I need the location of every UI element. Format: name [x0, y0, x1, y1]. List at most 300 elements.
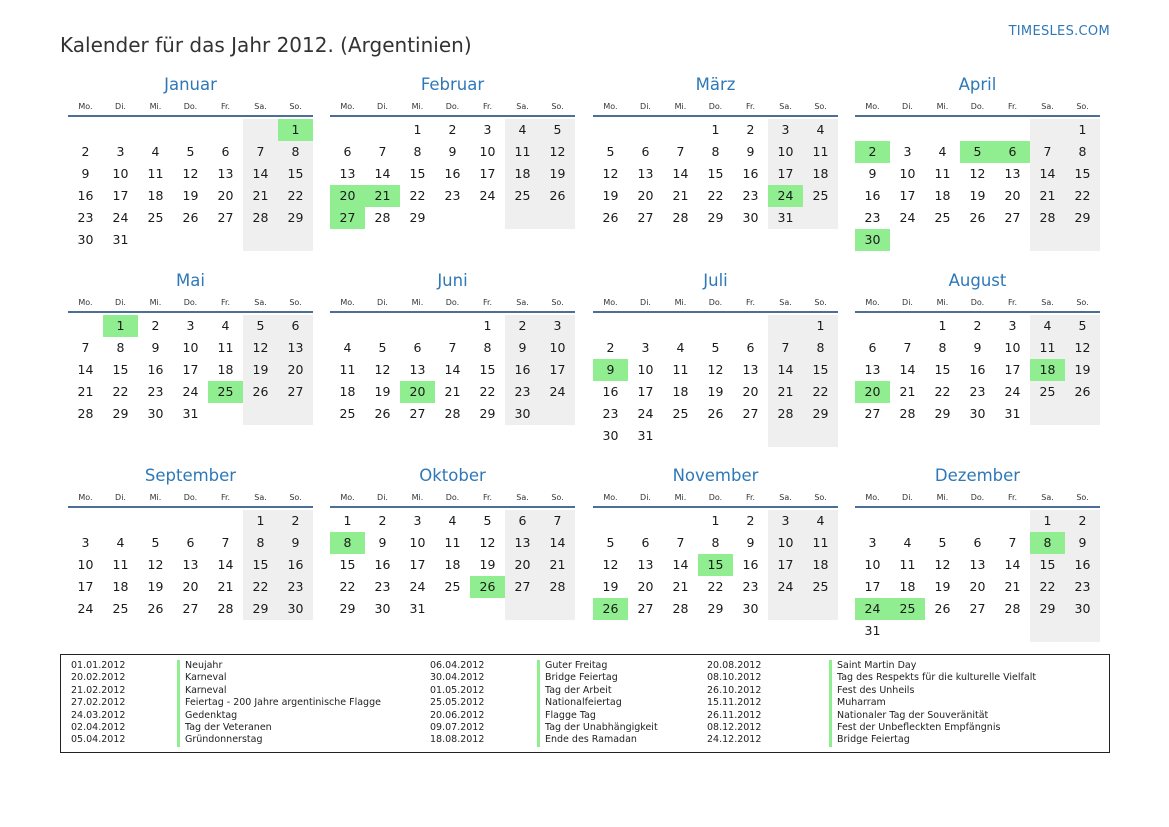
weekday-label: So.	[814, 493, 827, 502]
day-cell: 15	[1065, 163, 1100, 185]
weekday-label: So.	[551, 493, 564, 502]
day-cell: 13	[339, 166, 356, 181]
day-cell: 5	[938, 535, 947, 550]
day-cell: 7	[903, 340, 912, 355]
day-cell: 28	[672, 210, 689, 225]
day-cell-holiday: 9	[593, 359, 628, 381]
day-cell: 30	[969, 406, 986, 421]
day-empty	[505, 207, 540, 229]
day-cell: 21	[768, 381, 803, 403]
day-cell: 1	[1030, 510, 1065, 532]
day-cell: 12	[602, 166, 619, 181]
month-1	[68, 74, 313, 251]
day-cell: 9	[746, 535, 755, 550]
weekday-label: Sa.	[779, 493, 792, 502]
day-cell: 14	[768, 359, 803, 381]
day-cell: 4	[803, 510, 838, 532]
day-cell: 16	[444, 166, 461, 181]
day-cell: 21	[1004, 579, 1021, 594]
month-10	[330, 465, 575, 620]
day-cell: 10	[899, 166, 916, 181]
day-cell: 9	[505, 337, 540, 359]
weekday-label: Mo.	[78, 298, 93, 307]
weekday-header	[593, 489, 838, 508]
day-cell: 27	[182, 601, 199, 616]
day-cell: 7	[676, 535, 685, 550]
day-cell: 4	[343, 340, 352, 355]
holiday-name: Fest des Unheils	[829, 685, 1036, 697]
day-empty	[365, 315, 400, 337]
day-cell: 21	[243, 185, 278, 207]
day-empty	[540, 403, 575, 425]
day-cell: 26	[969, 210, 986, 225]
day-cell: 31	[112, 232, 129, 247]
day-empty	[995, 229, 1030, 251]
day-cell-holiday: 1	[278, 119, 313, 141]
day-cell: 23	[278, 576, 313, 598]
day-cell-holiday: 2	[855, 141, 890, 163]
day-cell: 5	[606, 535, 615, 550]
day-cell: 3	[413, 513, 422, 528]
day-cell: 29	[707, 210, 724, 225]
day-cell-holiday: 18	[1030, 359, 1065, 381]
weekday-label: So.	[1076, 102, 1089, 111]
weekday-header	[330, 294, 575, 313]
day-empty	[68, 315, 103, 337]
day-cell: 16	[278, 554, 313, 576]
month-11	[593, 465, 838, 620]
weekday-label: Mo.	[603, 102, 618, 111]
day-empty	[540, 207, 575, 229]
day-empty	[470, 207, 505, 229]
day-cell: 15	[112, 362, 129, 377]
day-cell: 15	[278, 163, 313, 185]
holiday-date: 27.02.2012	[71, 697, 126, 709]
day-cell: 27	[505, 576, 540, 598]
day-cell: 13	[864, 362, 881, 377]
day-cell-holiday: 27	[330, 207, 365, 229]
day-cell: 10	[409, 535, 426, 550]
day-cell: 10	[479, 144, 496, 159]
day-cell: 25	[505, 185, 540, 207]
day-cell: 29	[479, 406, 496, 421]
day-cell: 17	[112, 188, 129, 203]
day-cell: 24	[899, 210, 916, 225]
day-cell-holiday: 20	[855, 381, 890, 403]
month-9	[68, 465, 313, 620]
day-empty	[470, 598, 505, 620]
day-cell: 11	[112, 557, 129, 572]
day-cell: 5	[378, 340, 387, 355]
day-cell: 6	[413, 340, 422, 355]
holiday-date-column	[430, 660, 484, 747]
day-cell: 1	[343, 513, 352, 528]
weekday-label: So.	[289, 298, 302, 307]
holiday-date: 24.03.2012	[71, 709, 126, 721]
day-cell: 2	[278, 510, 313, 532]
day-cell: 14	[540, 532, 575, 554]
day-cell: 23	[147, 384, 164, 399]
weekday-label: Di.	[640, 493, 651, 502]
day-cell: 27	[409, 406, 426, 421]
day-cell: 30	[147, 406, 164, 421]
day-cell: 27	[864, 406, 881, 421]
holiday-date: 30.04.2012	[430, 672, 485, 684]
day-cell: 28	[374, 210, 391, 225]
weekday-label: Do.	[445, 298, 460, 307]
day-cell: 13	[505, 532, 540, 554]
day-cell: 16	[864, 188, 881, 203]
day-cell: 31	[182, 406, 199, 421]
day-cell: 22	[479, 384, 496, 399]
weekday-label: Fr.	[482, 102, 493, 111]
day-grid	[330, 119, 575, 229]
weekday-label: Di.	[115, 102, 126, 111]
weekday-label: Di.	[377, 102, 388, 111]
day-cell: 26	[602, 210, 619, 225]
day-cell: 23	[505, 381, 540, 403]
weekday-label: Mo.	[865, 298, 880, 307]
day-empty	[628, 510, 663, 532]
day-cell: 5	[243, 315, 278, 337]
holiday-name: Bridge Feiertag	[829, 734, 1036, 746]
holiday-date: 18.08.2012	[430, 734, 485, 746]
day-cell: 6	[505, 510, 540, 532]
holiday-date: 24.12.2012	[707, 734, 762, 746]
day-cell: 27	[637, 601, 654, 616]
day-cell: 17	[479, 166, 496, 181]
day-cell: 19	[1065, 359, 1100, 381]
weekday-label: Do.	[183, 102, 198, 111]
day-empty	[103, 510, 138, 532]
day-cell: 18	[217, 362, 234, 377]
day-empty	[540, 598, 575, 620]
day-cell: 18	[505, 163, 540, 185]
day-cell: 16	[742, 166, 759, 181]
day-cell: 18	[147, 188, 164, 203]
weekday-label: Di.	[640, 298, 651, 307]
day-empty	[628, 119, 663, 141]
weekday-label: Fr.	[1007, 298, 1018, 307]
weekday-label: Sa.	[1041, 102, 1054, 111]
day-empty	[278, 403, 313, 425]
day-cell: 7	[768, 337, 803, 359]
day-cell: 11	[147, 166, 164, 181]
day-empty	[663, 315, 698, 337]
day-cell: 4	[448, 513, 457, 528]
day-cell: 8	[711, 535, 720, 550]
day-cell: 25	[803, 185, 838, 207]
weekday-label: Mi.	[411, 102, 424, 111]
day-cell: 2	[378, 513, 387, 528]
day-cell: 28	[672, 601, 689, 616]
month-name: Dezember	[934, 466, 1021, 485]
day-grid	[593, 119, 838, 229]
day-cell: 3	[768, 119, 803, 141]
day-cell: 5	[151, 535, 160, 550]
weekday-label: Di.	[377, 298, 388, 307]
day-cell: 6	[973, 535, 982, 550]
holiday-name: Tag der Veteranen	[177, 722, 381, 734]
day-cell: 22	[934, 384, 951, 399]
weekday-label: Mo.	[340, 102, 355, 111]
day-empty	[278, 229, 313, 251]
day-cell: 26	[182, 210, 199, 225]
day-cell-holiday: 24	[855, 598, 890, 620]
weekday-label: So.	[814, 298, 827, 307]
day-cell: 21	[672, 579, 689, 594]
weekday-label: Mo.	[78, 493, 93, 502]
holiday-date-column	[707, 660, 761, 747]
day-cell: 11	[217, 340, 234, 355]
day-empty	[1065, 620, 1100, 642]
day-cell: 11	[899, 557, 916, 572]
month-name: April	[958, 75, 997, 94]
day-cell: 2	[606, 340, 615, 355]
month-6	[330, 270, 575, 425]
day-empty	[960, 119, 995, 141]
day-cell: 18	[934, 188, 951, 203]
holiday-name: Fest der Unbefleckten Empfängnis	[829, 722, 1036, 734]
day-cell: 31	[768, 207, 803, 229]
day-cell: 17	[540, 359, 575, 381]
day-empty	[925, 510, 960, 532]
day-cell: 6	[221, 144, 230, 159]
day-cell: 3	[768, 510, 803, 532]
day-cell: 4	[116, 535, 125, 550]
holiday-date: 21.02.2012	[71, 684, 126, 696]
day-cell: 9	[868, 166, 877, 181]
weekday-label: Sa.	[254, 298, 267, 307]
month-name: November	[672, 466, 759, 485]
day-cell: 1	[1065, 119, 1100, 141]
day-cell: 22	[707, 579, 724, 594]
day-cell: 6	[278, 315, 313, 337]
day-cell: 24	[479, 188, 496, 203]
day-empty	[925, 229, 960, 251]
day-cell: 14	[899, 362, 916, 377]
day-cell: 11	[444, 535, 461, 550]
day-cell: 30	[505, 403, 540, 425]
day-cell: 22	[1065, 185, 1100, 207]
weekday-label: Do.	[970, 102, 985, 111]
day-empty	[803, 207, 838, 229]
day-cell: 3	[540, 315, 575, 337]
day-cell: 6	[641, 144, 650, 159]
day-cell: 22	[409, 188, 426, 203]
day-cell: 2	[746, 513, 755, 528]
day-cell: 30	[742, 210, 759, 225]
day-empty	[173, 510, 208, 532]
day-cell: 12	[374, 362, 391, 377]
weekday-header	[330, 489, 575, 508]
day-grid	[68, 119, 313, 251]
day-cell: 5	[186, 144, 195, 159]
day-cell: 26	[934, 601, 951, 616]
day-cell: 22	[112, 384, 129, 399]
day-cell: 4	[803, 119, 838, 141]
day-empty	[1030, 620, 1065, 642]
day-cell: 4	[938, 144, 947, 159]
day-cell: 19	[243, 359, 278, 381]
day-empty	[173, 119, 208, 141]
day-cell: 26	[540, 185, 575, 207]
day-cell: 29	[243, 598, 278, 620]
weekday-label: Do.	[708, 102, 723, 111]
weekday-header	[68, 98, 313, 117]
day-empty	[208, 229, 243, 251]
day-cell: 8	[711, 144, 720, 159]
day-cell: 29	[1065, 207, 1100, 229]
day-grid	[330, 510, 575, 620]
day-cell: 30	[374, 601, 391, 616]
day-empty	[1065, 403, 1100, 425]
holiday-date: 08.10.2012	[707, 672, 762, 684]
day-cell: 23	[1065, 576, 1100, 598]
day-cell: 27	[217, 210, 234, 225]
day-cell: 29	[1030, 598, 1065, 620]
weekday-label: Mo.	[340, 298, 355, 307]
day-cell: 30	[278, 598, 313, 620]
day-cell: 11	[803, 532, 838, 554]
holiday-list	[60, 654, 1110, 753]
weekday-label: Mo.	[603, 493, 618, 502]
day-cell-holiday: 20	[330, 185, 365, 207]
month-name: Juni	[437, 271, 468, 290]
day-empty	[855, 119, 890, 141]
day-cell: 15	[243, 554, 278, 576]
day-grid	[855, 119, 1100, 251]
weekday-label: So.	[551, 298, 564, 307]
day-cell: 19	[374, 384, 391, 399]
day-cell: 20	[182, 579, 199, 594]
day-cell: 16	[374, 557, 391, 572]
day-cell: 26	[707, 406, 724, 421]
day-cell: 4	[221, 318, 230, 333]
holiday-name: Feiertag - 200 Jahre argentinische Flagge	[177, 697, 381, 709]
day-cell: 10	[77, 557, 94, 572]
day-cell: 3	[483, 122, 492, 137]
weekday-label: Mi.	[936, 298, 949, 307]
day-cell: 22	[803, 381, 838, 403]
day-cell: 27	[969, 601, 986, 616]
day-cell: 9	[278, 532, 313, 554]
day-cell: 30	[742, 601, 759, 616]
holiday-name: Neujahr	[177, 660, 381, 672]
day-cell: 25	[934, 210, 951, 225]
day-cell: 28	[768, 403, 803, 425]
day-empty	[138, 510, 173, 532]
weekday-label: Do.	[970, 298, 985, 307]
holiday-name: Bridge Feiertag	[537, 672, 658, 684]
day-cell: 31	[864, 623, 881, 638]
day-empty	[1030, 229, 1065, 251]
holiday-name-column	[177, 660, 381, 747]
weekday-label: Fr.	[220, 298, 231, 307]
day-cell: 5	[483, 513, 492, 528]
day-cell: 19	[540, 163, 575, 185]
day-cell: 23	[602, 406, 619, 421]
weekday-label: Fr.	[220, 102, 231, 111]
day-cell: 10	[768, 141, 803, 163]
weekday-label: Mi.	[674, 298, 687, 307]
day-cell: 7	[1030, 141, 1065, 163]
day-cell: 9	[1065, 532, 1100, 554]
day-cell: 24	[540, 381, 575, 403]
day-cell: 15	[409, 166, 426, 181]
holiday-name: Flagge Tag	[537, 710, 658, 722]
day-cell: 12	[602, 557, 619, 572]
day-cell: 28	[1004, 601, 1021, 616]
day-cell: 28	[540, 576, 575, 598]
day-cell: 18	[112, 579, 129, 594]
day-empty	[698, 425, 733, 447]
day-cell: 3	[116, 144, 125, 159]
day-cell: 14	[243, 163, 278, 185]
weekday-label: Di.	[377, 493, 388, 502]
day-cell: 23	[444, 188, 461, 203]
day-empty	[960, 510, 995, 532]
day-empty	[768, 315, 803, 337]
day-cell: 14	[217, 557, 234, 572]
day-cell: 19	[182, 188, 199, 203]
day-cell: 7	[81, 340, 90, 355]
day-cell: 20	[637, 188, 654, 203]
weekday-label: Fr.	[1007, 102, 1018, 111]
day-cell: 20	[1004, 188, 1021, 203]
day-cell: 25	[672, 406, 689, 421]
day-cell: 2	[973, 318, 982, 333]
holiday-date: 20.06.2012	[430, 709, 485, 721]
weekday-label: So.	[551, 102, 564, 111]
holiday-date: 20.02.2012	[71, 672, 126, 684]
day-cell: 12	[1065, 337, 1100, 359]
weekday-header	[68, 294, 313, 313]
weekday-label: Sa.	[1041, 493, 1054, 502]
day-cell: 28	[77, 406, 94, 421]
month-4	[855, 74, 1100, 251]
weekday-label: Di.	[640, 102, 651, 111]
holiday-date: 25.05.2012	[430, 697, 485, 709]
day-cell: 16	[969, 362, 986, 377]
day-grid	[855, 510, 1100, 642]
weekday-label: Do.	[445, 102, 460, 111]
day-cell: 4	[676, 340, 685, 355]
day-cell: 14	[1030, 163, 1065, 185]
day-cell: 17	[899, 188, 916, 203]
day-cell: 14	[444, 362, 461, 377]
day-grid	[68, 510, 313, 620]
day-empty	[208, 119, 243, 141]
day-cell: 12	[243, 337, 278, 359]
day-cell: 20	[969, 579, 986, 594]
month-name: Juli	[703, 271, 728, 290]
weekday-label: Sa.	[254, 493, 267, 502]
day-cell-holiday: 24	[768, 185, 803, 207]
site-link[interactable]: TIMESLES.COM	[1008, 24, 1110, 39]
weekday-label: Sa.	[779, 102, 792, 111]
day-cell: 17	[409, 557, 426, 572]
month-name: August	[948, 271, 1007, 290]
day-cell-holiday: 30	[855, 229, 890, 251]
day-cell: 28	[899, 406, 916, 421]
day-empty	[995, 119, 1030, 141]
day-empty	[208, 403, 243, 425]
day-cell: 12	[934, 557, 951, 572]
day-empty	[208, 510, 243, 532]
holiday-name-column	[537, 660, 658, 747]
day-cell: 15	[707, 166, 724, 181]
